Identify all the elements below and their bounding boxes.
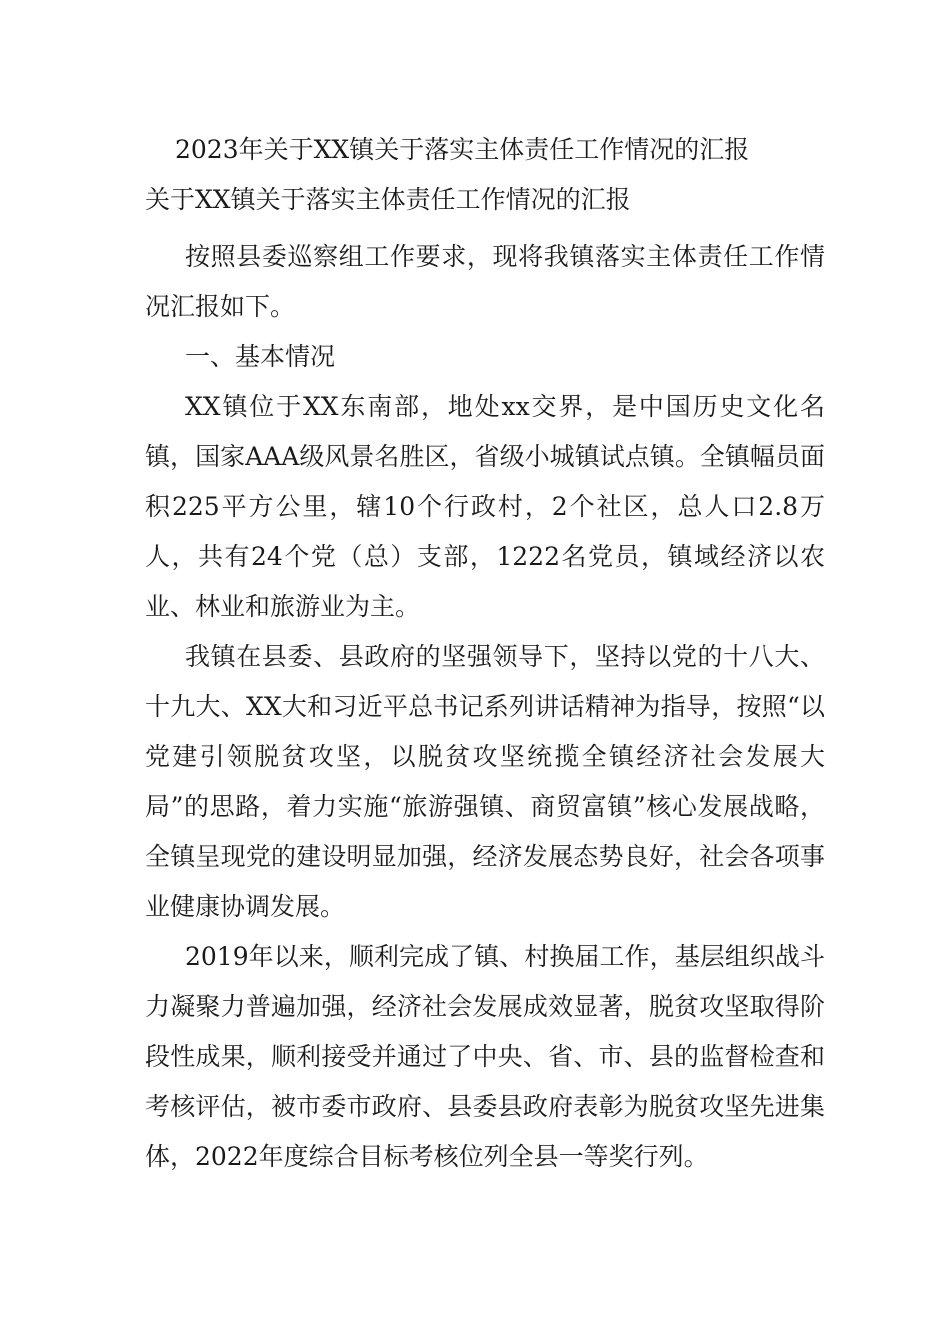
body-paragraph: 我镇在县委、县政府的坚强领导下，坚持以党的十八大、十九大、XX大和习近平总书记系列讲话精神为指导，按照“以党建引领脱贫攻坚，以脱贫攻坚统揽全镇经济社会发展大局”的思路，着力实施“旅游强镇、商贸富镇”核心发展战略，全镇呈现党的建设明显加强，经济发展态势良好，社会各项事业健康协调发展。 bbox=[145, 642, 825, 921]
body-paragraph: XX镇位于XX东南部，地处xx交界，是中国历史文化名镇，国家AAA级风景名胜区，省级小城镇试点镇。全镇幅员面积225平方公里，辖10个行政村，2个社区，总人口2.8万人，共有24个党（总）支部，1222名党员，镇域经济以农业、林业和旅游业为主。 bbox=[145, 392, 825, 621]
document-subtitle: 关于XX镇关于落实主体责任工作情况的汇报 bbox=[145, 185, 631, 214]
intro-paragraph: 按照县委巡察组工作要求，现将我镇落实主体责任工作情况汇报如下。 bbox=[145, 242, 825, 321]
section-heading-basic-situation: 一、基本情况 bbox=[185, 342, 336, 371]
body-paragraph: 2019年以来，顺利完成了镇、村换届工作，基层组织战斗力凝聚力普遍加强，经济社会发展成效显著，脱贫攻坚取得阶段性成果，顺利接受并通过了中央、省、市、县的监督检查和考核评估，被市委市政府、县委县政府表彰为脱贫攻坚先进集体，2022年度综合目标考核位列全县一等奖行列。 bbox=[145, 942, 825, 1171]
document-title: 2023年关于XX镇关于落实主体责任工作情况的汇报 bbox=[175, 135, 750, 164]
document-body bbox=[145, 232, 825, 1182]
